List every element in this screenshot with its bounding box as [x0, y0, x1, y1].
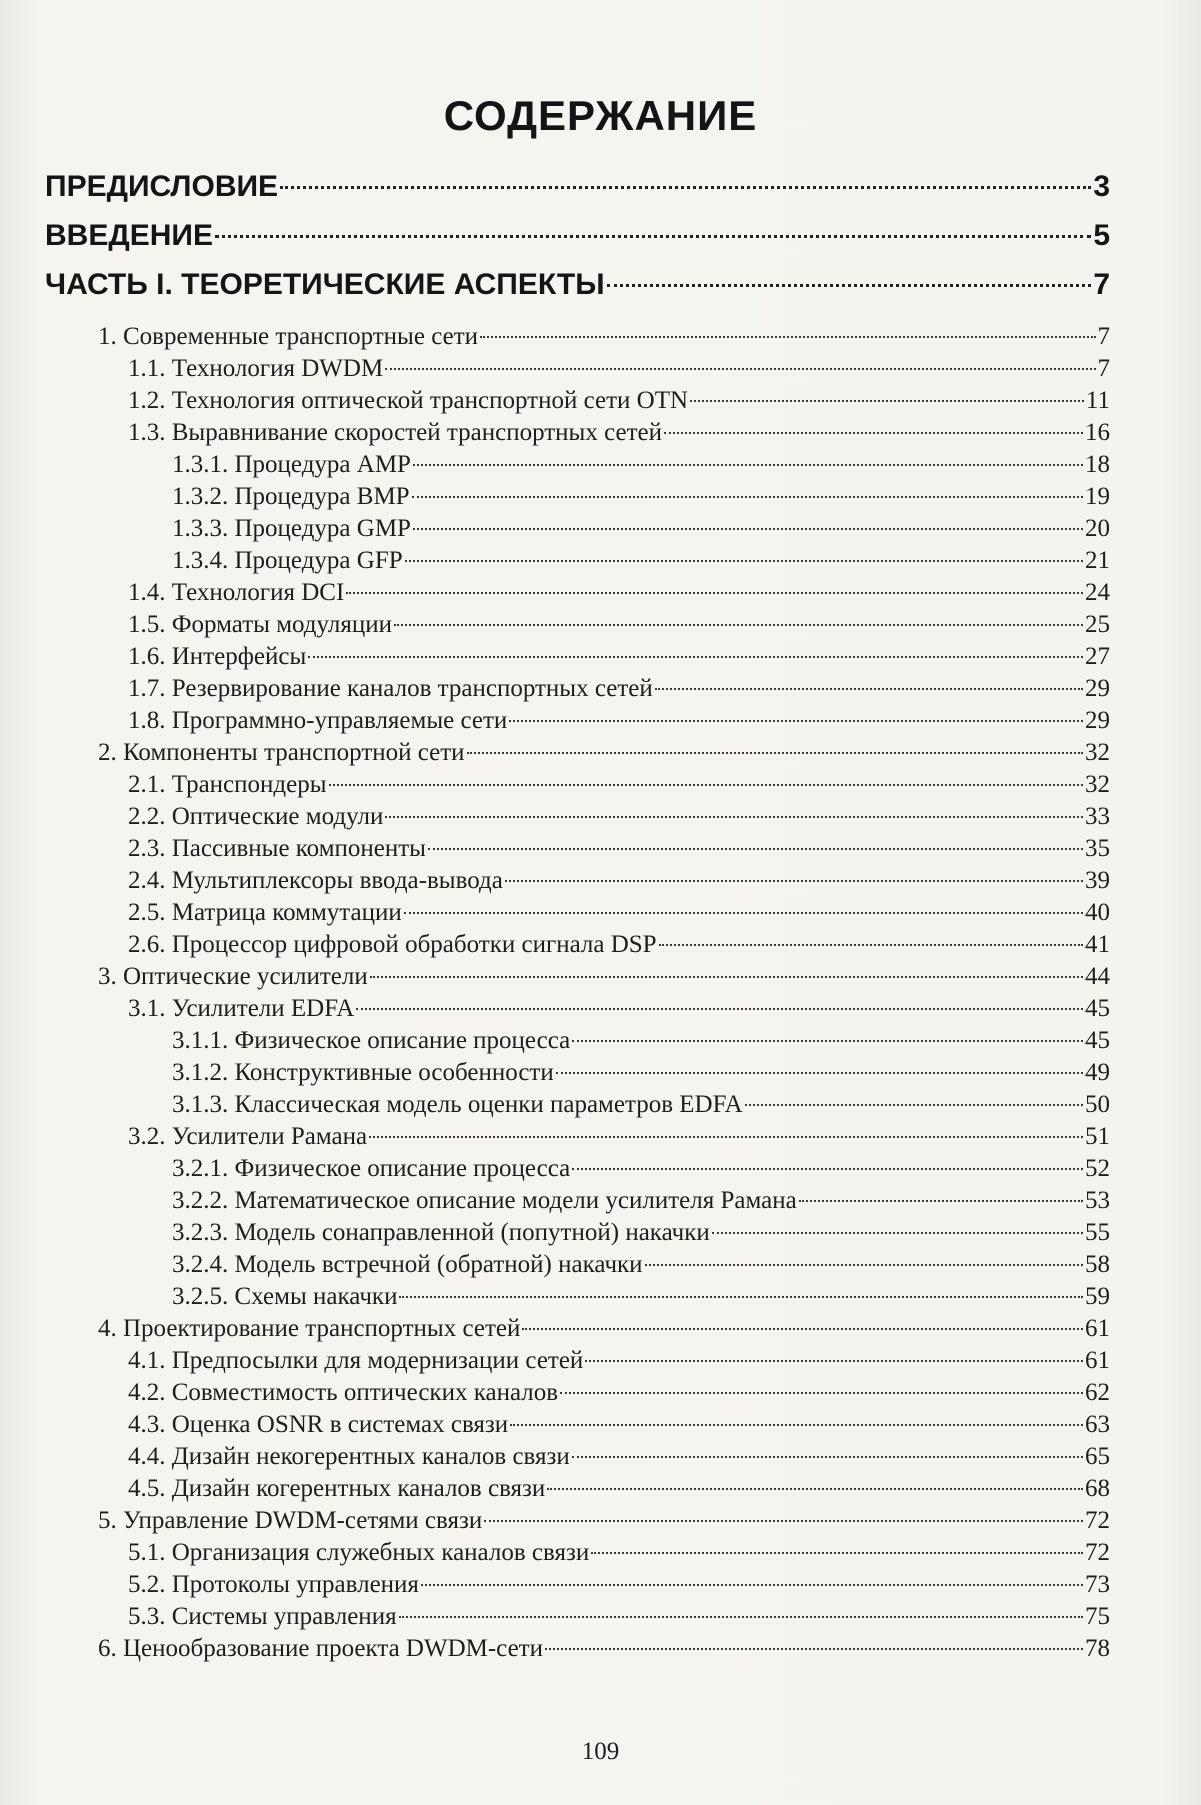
- toc-heading: [45, 170, 1110, 204]
- toc-entry-page: 51: [1085, 1123, 1110, 1150]
- toc-entry-label: 1.8. Программно-управляемые сети: [128, 707, 508, 734]
- toc-entry-label: 5. Управление DWDM-сетями связи: [98, 1507, 483, 1534]
- dot-leader: [404, 912, 1083, 914]
- toc-entry-label: 2.3. Пассивные компоненты: [128, 835, 426, 862]
- toc-entry-page: 33: [1085, 803, 1110, 830]
- toc-entry-page: 53: [1085, 1187, 1110, 1214]
- dot-leader: [399, 1616, 1083, 1618]
- dot-leader: [585, 1360, 1083, 1362]
- toc-heading-page: 7: [1093, 268, 1110, 301]
- toc-entry-label: 4. Проектирование транспортных сетей: [98, 1315, 521, 1342]
- dot-leader: [385, 368, 1095, 370]
- toc-entry-page: 52: [1085, 1155, 1110, 1182]
- toc-entry-label: 2.5. Матрица коммутации: [128, 899, 402, 926]
- toc-entry-page: 73: [1085, 1571, 1110, 1598]
- dot-leader: [412, 496, 1083, 498]
- dot-leader: [329, 784, 1083, 786]
- dot-leader: [370, 976, 1083, 978]
- toc-entry: [128, 579, 1110, 607]
- toc-entry-page: 49: [1085, 1059, 1110, 1086]
- toc-heading-page: 5: [1093, 219, 1110, 252]
- toc-entry-label: 3.2.3. Модель сонаправленной (попутной) накачки: [172, 1219, 710, 1246]
- dot-leader: [522, 1328, 1083, 1330]
- toc-entry-label: 1.3.1. Процедура AMP: [172, 451, 411, 478]
- toc-entry: [172, 1091, 1110, 1119]
- toc-heading-label: ПРЕДИСЛОВИЕ: [45, 170, 279, 203]
- toc-entry-page: 50: [1085, 1091, 1110, 1118]
- toc-entry: [128, 803, 1110, 831]
- toc-entry: [98, 323, 1110, 351]
- toc-entry: [128, 611, 1110, 639]
- dot-leader: [413, 464, 1083, 466]
- toc-entry-page: 45: [1085, 995, 1110, 1022]
- toc-entry-page: 18: [1085, 451, 1110, 478]
- toc-entry: [172, 1283, 1110, 1311]
- toc-heading: [45, 219, 1110, 253]
- dot-leader: [591, 1552, 1083, 1554]
- toc-entry-label: 1.3. Выравнивание скоростей транспортных сетей: [128, 419, 662, 446]
- toc-entry-label: 1.5. Форматы модуляции: [128, 611, 393, 638]
- dot-leader: [655, 688, 1083, 690]
- toc-entry: [172, 1187, 1110, 1215]
- toc-entry: [128, 1379, 1110, 1407]
- toc-entry: [172, 1219, 1110, 1247]
- toc-entry-page: 29: [1085, 675, 1110, 702]
- toc-entry: [128, 355, 1110, 383]
- toc-entry: [98, 1635, 1110, 1663]
- toc-entry: [98, 739, 1110, 767]
- toc-entry-label: 4.1. Предпосылки для модернизации сетей: [128, 1347, 584, 1374]
- toc-entry-page: 40: [1085, 899, 1110, 926]
- toc-entry: [128, 1123, 1110, 1151]
- dot-leader: [659, 944, 1083, 946]
- toc-entry: [128, 643, 1110, 671]
- dot-leader: [607, 284, 1092, 287]
- dot-leader: [369, 1136, 1083, 1138]
- toc-entry: [128, 707, 1110, 735]
- toc-entry-label: 5.3. Системы управления: [128, 1603, 397, 1630]
- toc-entry-page: 75: [1085, 1603, 1110, 1630]
- dot-leader: [545, 1648, 1083, 1650]
- toc-entry-label: 5.2. Протоколы управления: [128, 1571, 419, 1598]
- toc-entry: [172, 483, 1110, 511]
- toc-entry: [172, 1155, 1110, 1183]
- toc-entry-label: 3.2. Усилители Рамана: [128, 1123, 368, 1150]
- toc-entry-page: 63: [1085, 1411, 1110, 1438]
- dot-leader: [547, 1488, 1083, 1490]
- toc-entry: [98, 1507, 1110, 1535]
- dot-leader: [467, 752, 1083, 754]
- toc-entry-page: 11: [1085, 387, 1110, 414]
- toc-entry-label: 3.2.2. Математическое описание модели усилителя Рамана: [172, 1187, 797, 1214]
- dot-leader: [572, 1456, 1083, 1458]
- toc-entry: [128, 867, 1110, 895]
- dot-leader: [421, 1584, 1083, 1586]
- toc-entry-page: 7: [1097, 323, 1110, 350]
- toc-entry-page: 27: [1085, 643, 1110, 670]
- toc-entry-label: 2.1. Транспондеры: [128, 771, 327, 798]
- dot-leader: [356, 1008, 1083, 1010]
- toc-entry: [128, 899, 1110, 927]
- page-title: СОДЕРЖАНИЕ: [443, 92, 758, 139]
- toc-entry: [98, 1315, 1110, 1343]
- toc-entry-page: 61: [1085, 1347, 1110, 1374]
- toc-entry-page: 68: [1085, 1475, 1110, 1502]
- dot-leader: [572, 1040, 1083, 1042]
- toc-entry: [128, 835, 1110, 863]
- toc-entry-label: 1.1. Технология DWDM: [128, 355, 384, 382]
- toc-entry: [172, 1027, 1110, 1055]
- dot-leader: [690, 400, 1084, 402]
- toc-entry-label: 4.4. Дизайн некогерентных каналов связи: [128, 1443, 570, 1470]
- toc-entry-page: 58: [1085, 1251, 1110, 1278]
- dot-leader: [510, 1424, 1083, 1426]
- toc-entry-page: 7: [1097, 355, 1110, 382]
- dot-leader: [480, 336, 1096, 338]
- toc-entry-label: 4.2. Совместимость оптических каналов: [128, 1379, 559, 1406]
- toc-entry-page: 44: [1085, 963, 1110, 990]
- toc-entry: [98, 963, 1110, 991]
- toc-heading-label: ЧАСТЬ I. ТЕОРЕТИЧЕСКИЕ АСПЕКТЫ: [45, 268, 605, 301]
- dot-leader: [394, 624, 1083, 626]
- toc-entry-label: 3. Оптические усилители: [98, 963, 368, 990]
- toc-entry-label: 1. Современные транспортные сети: [98, 323, 478, 350]
- dot-leader: [385, 816, 1083, 818]
- toc-entry: [172, 515, 1110, 543]
- dot-leader: [664, 432, 1083, 434]
- toc-entry-page: 78: [1085, 1635, 1110, 1662]
- toc-entry-page: 59: [1085, 1283, 1110, 1310]
- toc-entry-label: 6. Ценообразование проекта DWDM-сети: [98, 1635, 543, 1662]
- toc-entry-label: 1.3.4. Процедура GFP: [172, 547, 403, 574]
- toc-entry-page: 62: [1085, 1379, 1110, 1406]
- toc-entry: [128, 931, 1110, 959]
- toc-entry-page: 72: [1085, 1539, 1110, 1566]
- toc-entry: [128, 1571, 1110, 1599]
- dot-leader: [509, 720, 1083, 722]
- toc-entry-label: 5.1. Организация служебных каналов связи: [128, 1539, 590, 1566]
- dot-leader: [346, 592, 1083, 594]
- toc-entry-label: 1.4. Технология DCI: [128, 579, 345, 606]
- toc-entry: [172, 1059, 1110, 1087]
- toc-entry: [128, 1603, 1110, 1631]
- toc-entry: [128, 387, 1110, 415]
- toc-entry: [128, 995, 1110, 1023]
- toc-entry-page: 35: [1085, 835, 1110, 862]
- toc-entry: [128, 675, 1110, 703]
- dot-leader: [405, 560, 1083, 562]
- dot-leader: [280, 186, 1091, 189]
- page-number: 109: [581, 1738, 620, 1765]
- toc-entry-page: 55: [1085, 1219, 1110, 1246]
- toc-entry-page: 45: [1085, 1027, 1110, 1054]
- toc-entry-label: 2.2. Оптические модули: [128, 803, 384, 830]
- dot-leader: [428, 848, 1083, 850]
- toc-entry: [128, 1411, 1110, 1439]
- toc-entry: [128, 1347, 1110, 1375]
- toc-entry: [128, 1539, 1110, 1567]
- toc-entry-label: 3.1.1. Физическое описание процесса: [172, 1027, 571, 1054]
- toc-entry-page: 24: [1085, 579, 1110, 606]
- toc-entry-page: 32: [1085, 739, 1110, 766]
- toc-entry: [128, 771, 1110, 799]
- toc-entry-page: 32: [1085, 771, 1110, 798]
- toc-heading: [45, 268, 1110, 302]
- toc-entry-label: 2.4. Мультиплексоры ввода-вывода: [128, 867, 503, 894]
- toc-entry-page: 29: [1085, 707, 1110, 734]
- dot-leader: [572, 1168, 1083, 1170]
- toc-entry-label: 3.2.1. Физическое описание процесса: [172, 1155, 571, 1182]
- toc-entry-label: 1.2. Технология оптической транспортной сети OTN: [128, 387, 689, 414]
- toc-entry-label: 3.1.2. Конструктивные особенности: [172, 1059, 554, 1086]
- dot-leader: [745, 1104, 1083, 1106]
- toc-entry: [128, 419, 1110, 447]
- toc-entry-page: 19: [1085, 483, 1110, 510]
- toc-entry: [172, 451, 1110, 479]
- dot-leader: [484, 1520, 1083, 1522]
- dot-leader: [560, 1392, 1083, 1394]
- toc-entry: [128, 1475, 1110, 1503]
- toc-entry-page: 72: [1085, 1507, 1110, 1534]
- toc-entry-label: 3.2.4. Модель встречной (обратной) накачки: [172, 1251, 643, 1278]
- toc-entry-page: 61: [1085, 1315, 1110, 1342]
- toc-entry-label: 4.5. Дизайн когерентных каналов связи: [128, 1475, 546, 1502]
- dot-leader: [799, 1200, 1083, 1202]
- toc-entry-label: 1.7. Резервирование каналов транспортных сетей: [128, 675, 653, 702]
- toc-entry-page: 25: [1085, 611, 1110, 638]
- toc-entry-page: 20: [1085, 515, 1110, 542]
- dot-leader: [215, 235, 1091, 238]
- toc-entry-label: 2.6. Процессор цифровой обработки сигнала DSP: [128, 931, 657, 958]
- dot-leader: [399, 1296, 1083, 1298]
- toc-entry-page: 16: [1085, 419, 1110, 446]
- toc-entry-label: 1.3.3. Процедура GMP: [172, 515, 411, 542]
- dot-leader: [556, 1072, 1083, 1074]
- dot-leader: [712, 1232, 1083, 1234]
- toc-entry-label: 3.2.5. Схемы накачки: [172, 1283, 398, 1310]
- toc-entry-label: 2. Компоненты транспортной сети: [98, 739, 465, 766]
- toc-entry-page: 21: [1085, 547, 1110, 574]
- toc-entry-label: 1.6. Интерфейсы: [128, 643, 307, 670]
- dot-leader: [308, 656, 1083, 658]
- toc-entry-label: 3.1. Усилители EDFA: [128, 995, 355, 1022]
- toc-entry-page: 65: [1085, 1443, 1110, 1470]
- dot-leader: [413, 528, 1083, 530]
- toc-entry-page: 41: [1085, 931, 1110, 958]
- toc-entry-page: 39: [1085, 867, 1110, 894]
- toc-entry-label: 4.3. Оценка OSNR в системах связи: [128, 1411, 509, 1438]
- dot-leader: [645, 1264, 1083, 1266]
- toc-entry-label: 3.1.3. Классическая модель оценки параметров EDFA: [172, 1091, 743, 1118]
- toc-heading-page: 3: [1093, 170, 1110, 203]
- toc-heading-label: ВВЕДЕНИЕ: [45, 219, 213, 252]
- toc-entry: [128, 1443, 1110, 1471]
- toc-entry-label: 1.3.2. Процедура BMP: [172, 483, 410, 510]
- toc-entry: [172, 1251, 1110, 1279]
- dot-leader: [505, 880, 1083, 882]
- toc-entry: [172, 547, 1110, 575]
